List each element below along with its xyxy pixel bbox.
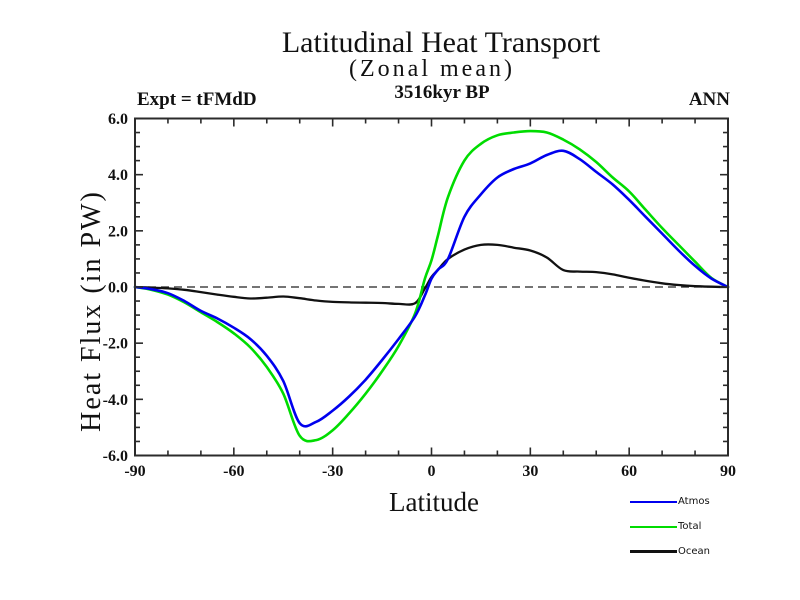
legend-item-ocean (630, 539, 710, 564)
legend (630, 489, 710, 564)
legend-label-ocean: Ocean (678, 546, 710, 557)
y-tick-label: 4.0 (108, 167, 128, 185)
y-tick-label: -4.0 (102, 391, 128, 409)
x-tick-label: 30 (522, 463, 539, 480)
y-tick-label: 0.0 (108, 279, 128, 297)
data-curves (135, 131, 728, 441)
y-tick-label: 2.0 (108, 223, 128, 241)
legend-item-atmos (630, 489, 710, 514)
axis-ticks (135, 119, 728, 456)
ocean-curve (135, 244, 728, 304)
y-tick-label: 6.0 (108, 111, 128, 128)
legend-line-ocean (630, 550, 677, 553)
x-tick-labels (124, 463, 736, 480)
legend-line-total (630, 526, 677, 528)
y-tick-label: -2.0 (102, 335, 128, 353)
y-tick-label: -6.0 (102, 448, 128, 465)
x-tick-label: 0 (427, 463, 436, 480)
legend-item-total (630, 514, 710, 539)
x-tick-label: -90 (124, 463, 146, 480)
legend-label-atmos: Atmos (678, 496, 710, 507)
x-tick-label: 60 (621, 463, 638, 480)
legend-label-total: Total (678, 521, 702, 532)
x-axis-title: Latitude (389, 487, 479, 517)
experiment-label: Expt = tFMdD (137, 89, 257, 110)
time-label: 3516kyr BP (394, 82, 490, 103)
plot-border (135, 119, 728, 456)
x-tick-label: 90 (720, 463, 736, 480)
season-label: ANN (688, 89, 730, 110)
x-tick-label: -30 (322, 463, 344, 480)
chart-subtitle: (Zonal mean) (349, 56, 515, 82)
x-tick-label: -60 (223, 463, 245, 480)
y-axis-title: Heat Flux (in PW) (76, 190, 107, 432)
atmos-curve (135, 151, 728, 427)
total-curve (135, 131, 728, 441)
axes-box (135, 119, 728, 456)
legend-line-atmos (630, 501, 677, 503)
chart-title: Latitudinal Heat Transport (281, 26, 601, 59)
